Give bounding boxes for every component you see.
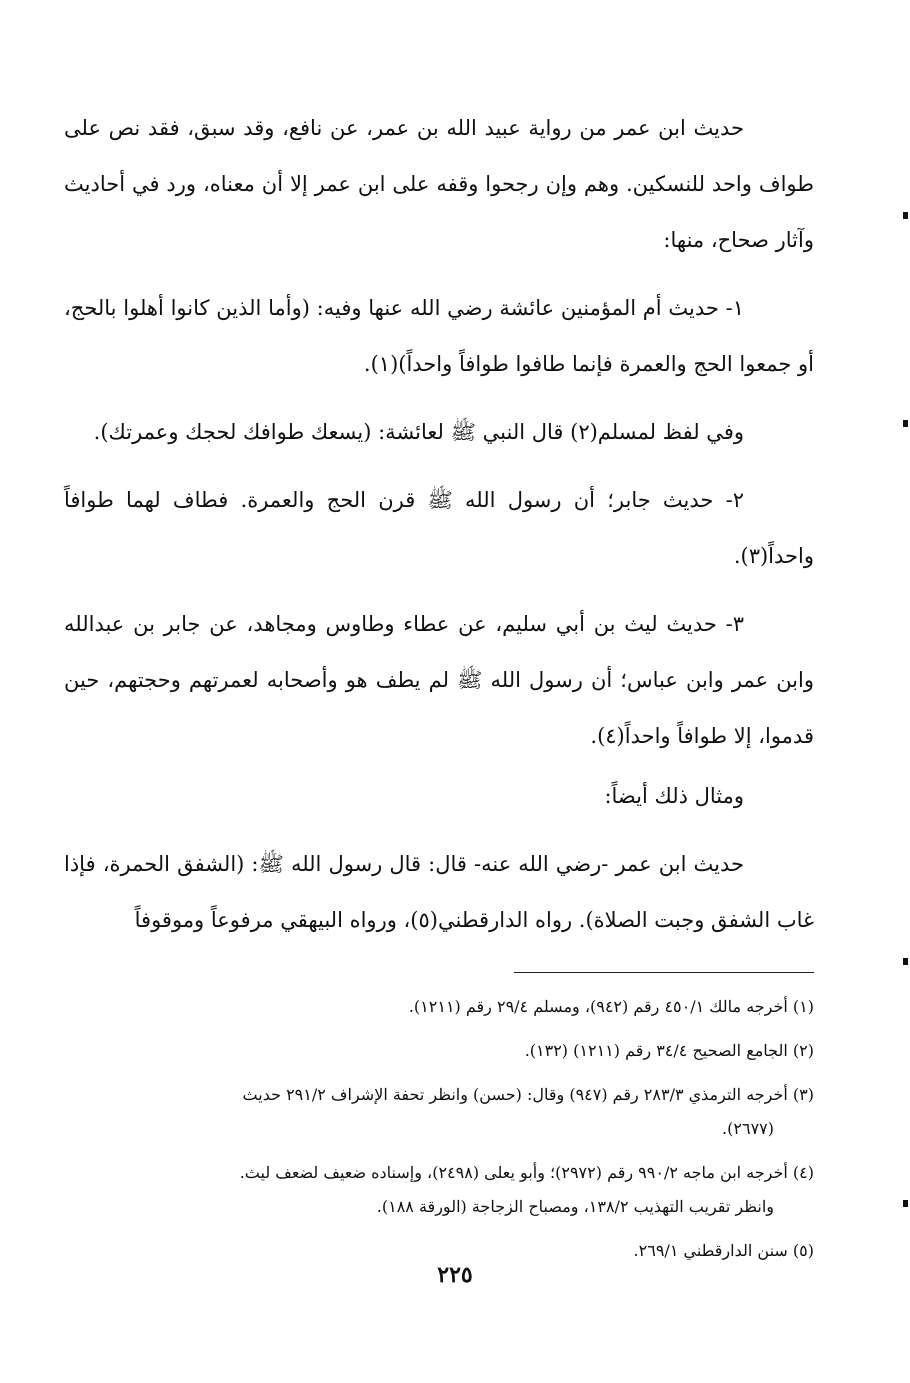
paragraph-muslim-wording: وفي لفظ لمسلم(٢) قال النبي ﷺ لعائشة: (يسعك طوافك لحجك وعمرتك). — [93, 420, 744, 444]
footnote-1: (١) أخرجه مالك ٤٥٠/١ رقم (٩٤٢)، ومسلم ٢٩/٤ رقم (١٢١١). — [408, 997, 814, 1016]
book-page — [64, 100, 814, 1320]
footnote-3-continuation: (٢٦٧٧). — [722, 1119, 774, 1138]
margin-mark — [903, 420, 908, 427]
footnote-5: (٥) سنن الدارقطني ٢٦٩/١. — [633, 1241, 814, 1260]
footnote-3: (٣) أخرجه الترمذي ٢٨٣/٣ رقم (٩٤٧) وقال: (حسن) وانظر تحفة الإشراف ٢٩١/٢ حديث — [242, 1085, 814, 1104]
page-number: ٢٢٥ — [437, 1262, 473, 1288]
paragraph-hadith-2: ٢- حديث جابر؛ أن رسول الله ﷺ قرن الحج والعمرة. فطاف لهما طوافاً واحداً(٣). — [64, 488, 814, 568]
paragraph-another-example: ومثال ذلك أيضاً: — [604, 784, 744, 808]
paragraph-hadith-1: ١- حديث أم المؤمنين عائشة رضي الله عنها وفيه: (وأما الذين كانوا أهلوا بالحج، أو جمعوا الحج والعمرة فإنما طافوا طوافاً واحداً)(١). — [64, 296, 814, 376]
footnote-4: (٤) أخرجه ابن ماجه ٩٩٠/٢ رقم (٢٩٧٢)؛ وأبو يعلى (٢٤٩٨)، وإسناده ضعيف لضعف ليث. — [239, 1163, 814, 1182]
margin-mark — [903, 1200, 908, 1207]
margin-mark — [903, 212, 908, 219]
paragraph-hadith-3: ٣- حديث ليث بن أبي سليم، عن عطاء وطاوس ومجاهد، عن جابر بن عبدالله وابن عمر وابن عباس؛ أن رسول الله ﷺ لم يطف هو وأصحابه لعمرتهم وحجتهم، حين قدموا، إلا طوافاً واحداً(٤). — [64, 612, 814, 748]
paragraph-hadith-ibn-umar: حديث ابن عمر -رضي الله عنه- قال: قال رسول الله ﷺ: (الشفق الحمرة، فإذا غاب الشفق وجبت الصلاة). رواه الدارقطني(٥)، ورواه البيهقي مرفوعاً وموقوفاً — [64, 852, 814, 932]
footnotes — [64, 991, 814, 1267]
footnote-divider — [514, 972, 814, 973]
footnote-2: (٢) الجامع الصحيح ٣٤/٤ رقم (١٢١١) (١٣٢). — [524, 1041, 814, 1060]
main-text — [64, 100, 814, 948]
margin-mark — [903, 958, 908, 965]
paragraph-intro: حديث ابن عمر من رواية عبيد الله بن عمر، عن نافع، وقد سبق، فقد نص على طواف واحد للنسكين. وهم وإن رجحوا وقفه على ابن عمر إلا أن معناه، ورد في أحاديث وآثار صحاح، منها: — [64, 116, 814, 252]
footnote-4-continuation: وانظر تقريب التهذيب ١٣٨/٢، ومصباح الزجاجة (الورقة ١٨٨). — [376, 1197, 774, 1216]
